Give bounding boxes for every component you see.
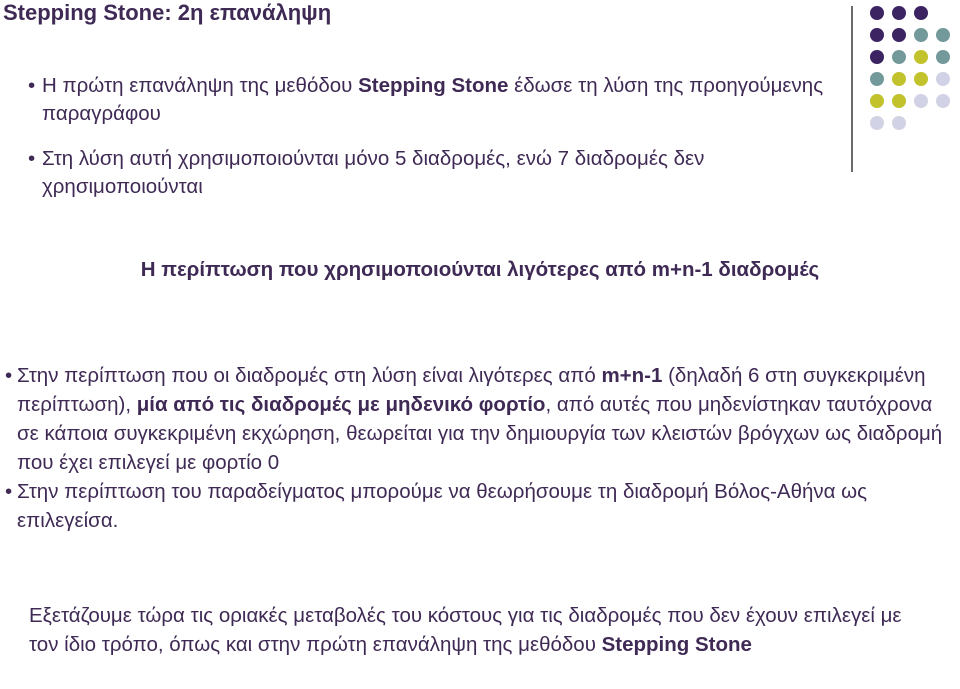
emphasis: μία από τις διαδρομές με μηδενικό φορτίο — [136, 393, 546, 416]
bullet-text: Στην περίπτωση του παραδείγματος μπορούμε να θεωρήσουμε τη διαδρομή Βόλος-Αθήνα ως επιλεγείσα. — [17, 480, 868, 532]
bullet-icon: • — [28, 74, 36, 97]
decorative-dot — [892, 116, 906, 130]
bullet-item — [5, 361, 955, 477]
decorative-dot — [936, 72, 950, 86]
method-name: Stepping Stone — [601, 633, 752, 656]
method-name: Stepping Stone — [358, 74, 509, 97]
divider-line — [851, 6, 853, 172]
decorative-dot — [892, 94, 906, 108]
decorative-dot — [870, 94, 884, 108]
decorative-dot — [892, 6, 906, 20]
decorative-dot — [870, 72, 884, 86]
formula: m+n-1 — [601, 364, 663, 387]
bullet-item — [28, 145, 828, 201]
section-heading: Η περίπτωση που χρησιμοποιούνται λιγότερες από m+n-1 διαδρομές — [140, 258, 820, 281]
bullet-list-top — [28, 72, 828, 218]
bullet-list-mid — [5, 361, 955, 535]
bullet-item — [5, 477, 955, 535]
decorative-dot-grid — [862, 0, 960, 160]
slide-title: Stepping Stone: 2η επανάληψη — [3, 0, 332, 25]
decorative-dot — [870, 116, 884, 130]
bullet-icon: • — [28, 147, 36, 170]
decorative-dot — [870, 50, 884, 64]
decorative-dot — [936, 50, 950, 64]
decorative-dot — [914, 28, 928, 42]
bullet-text: έδωσε τη λύση της προηγούμενης παραγράφου — [42, 74, 824, 125]
bullet-text: (δηλαδή 6 στη συγκεκριμένη περίπτωση), — [17, 364, 926, 416]
bullet-text: , από αυτές που μηδενίστηκαν ταυτόχρονα σε κάποια συγκεκριμένη εκχώρηση, θεωρείται για την δημιουργία των κλειστών βρόγχων ως διαδρομή που έχει επιλεγεί με φορτίο 0 — [17, 393, 943, 474]
decorative-dot — [870, 28, 884, 42]
bullet-item — [28, 72, 828, 128]
decorative-dot — [892, 28, 906, 42]
bullet-icon: • — [5, 480, 13, 503]
decorative-dot — [914, 6, 928, 20]
decorative-dot — [870, 6, 884, 20]
decorative-dot — [936, 94, 950, 108]
decorative-dot — [936, 28, 950, 42]
decorative-dot — [914, 50, 928, 64]
bullet-text: Στη λύση αυτή χρησιμοποιούνται μόνο 5 διαδρομές, ενώ 7 διαδρομές δεν χρησιμοποιούνται — [42, 147, 705, 198]
bullet-icon: • — [5, 364, 13, 387]
bullet-text: Η πρώτη επανάληψη της μεθόδου — [42, 74, 359, 97]
decorative-dot — [892, 72, 906, 86]
decorative-dot — [914, 94, 928, 108]
bullet-text: Στην περίπτωση που οι διαδρομές στη λύση είναι λιγότερες από — [17, 364, 602, 387]
closing-text: Εξετάζουμε τώρα τις οριακές μεταβολές του κόστους για τις διαδρομές που δεν έχουν επιλεγεί με τον ίδιο τρόπο, όπως και στην πρώτη επανάληψη της μεθόδου — [29, 604, 902, 656]
closing-paragraph — [29, 601, 929, 659]
decorative-dot — [914, 72, 928, 86]
decorative-dot — [892, 50, 906, 64]
